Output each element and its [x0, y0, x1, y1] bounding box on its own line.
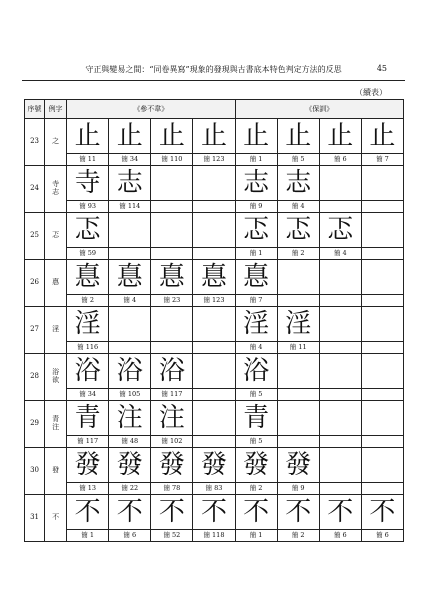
slip-number: 簡 83 — [193, 482, 234, 494]
glyph-cell-a — [67, 119, 109, 166]
glyph-cell-b — [277, 448, 319, 495]
glyph-cell-b — [319, 213, 361, 260]
row-example-char: 浴 欲 — [45, 354, 67, 401]
slip-number: 簡 7 — [236, 294, 277, 306]
slip-number — [193, 247, 234, 259]
slip-number — [193, 388, 234, 400]
glyph-image: 惪 — [158, 262, 185, 292]
glyph-cell-b — [277, 119, 319, 166]
header-group-b: 《保訓》 — [235, 100, 403, 119]
row-example-char: 寺 志 — [45, 166, 67, 213]
slip-number — [362, 247, 403, 259]
glyph-cell-a — [193, 213, 235, 260]
glyph-image: 志 — [116, 168, 143, 198]
glyph-cell-b — [319, 401, 361, 448]
slip-number: 簡 11 — [67, 153, 108, 165]
glyph-image: 淫 — [285, 309, 312, 339]
glyph-image: 止 — [327, 121, 354, 151]
glyph-cell-b — [277, 307, 319, 354]
slip-number: 簡 116 — [67, 341, 108, 353]
slip-number: 簡 34 — [67, 388, 108, 400]
glyph-cell-a — [67, 448, 109, 495]
slip-number — [278, 435, 319, 447]
slip-number: 簡 9 — [278, 482, 319, 494]
slip-number: 簡 7 — [362, 153, 403, 165]
slip-number — [193, 341, 234, 353]
row-example-char: 忑 — [45, 213, 67, 260]
glyph-image: 浴 — [74, 356, 101, 386]
glyph-cell-a — [109, 119, 151, 166]
slip-number: 簡 105 — [109, 388, 150, 400]
row-index: 25 — [25, 213, 45, 260]
glyph-cell-a — [67, 495, 109, 542]
slip-number: 簡 123 — [193, 153, 234, 165]
glyph-cell-b — [361, 166, 403, 213]
slip-number: 簡 9 — [236, 200, 277, 212]
glyph-image: 忑 — [243, 215, 270, 245]
table-row — [25, 119, 404, 166]
slip-number: 簡 22 — [109, 482, 150, 494]
slip-number: 簡 2 — [278, 247, 319, 259]
table-row — [25, 166, 404, 213]
glyph-cell-a — [109, 260, 151, 307]
table-row — [25, 495, 404, 542]
glyph-cell-a — [193, 448, 235, 495]
glyph-cell-a — [193, 119, 235, 166]
glyph-image: 浴 — [243, 356, 270, 386]
glyph-image: 發 — [158, 450, 185, 480]
table-row — [25, 401, 404, 448]
glyph-cell-a — [67, 213, 109, 260]
table-row — [25, 213, 404, 260]
glyph-cell-a — [193, 307, 235, 354]
glyph-cell-a — [67, 307, 109, 354]
glyph-image: 止 — [74, 121, 101, 151]
slip-number: 簡 118 — [193, 529, 234, 541]
glyph-cell-b — [277, 213, 319, 260]
slip-number: 簡 1 — [67, 529, 108, 541]
glyph-cell-b — [235, 307, 277, 354]
slip-number: 簡 2 — [67, 294, 108, 306]
glyph-cell-b — [319, 448, 361, 495]
glyph-image: 止 — [369, 121, 396, 151]
row-example-char: 不 — [45, 495, 67, 542]
slip-number: 簡 52 — [151, 529, 192, 541]
glyph-image: 惪 — [116, 262, 143, 292]
slip-number — [320, 388, 361, 400]
glyph-image: 惪 — [200, 262, 227, 292]
slip-number: 簡 4 — [278, 200, 319, 212]
slip-number: 簡 1 — [236, 247, 277, 259]
glyph-cell-a — [193, 495, 235, 542]
glyph-image: 發 — [116, 450, 143, 480]
glyph-cell-b — [361, 260, 403, 307]
glyph-cell-b — [319, 495, 361, 542]
glyph-image: 止 — [243, 121, 270, 151]
glyph-cell-b — [235, 354, 277, 401]
row-index: 31 — [25, 495, 45, 542]
slip-number: 簡 23 — [151, 294, 192, 306]
glyph-cell-a — [193, 166, 235, 213]
glyph-cell-b — [361, 448, 403, 495]
glyph-cell-a — [151, 401, 193, 448]
glyph-cell-b — [319, 307, 361, 354]
glyph-cell-a — [109, 448, 151, 495]
glyph-image: 不 — [116, 497, 143, 527]
glyph-image: 志 — [243, 168, 270, 198]
slip-number: 簡 5 — [278, 153, 319, 165]
glyph-image: 浴 — [116, 356, 143, 386]
glyph-image: 忑 — [285, 215, 312, 245]
slip-number: 簡 1 — [236, 529, 277, 541]
slip-number: 簡 48 — [109, 435, 150, 447]
glyph-image: 不 — [158, 497, 185, 527]
slip-number: 簡 5 — [236, 388, 277, 400]
slip-number: 簡 2 — [236, 482, 277, 494]
slip-number — [151, 247, 192, 259]
glyph-cell-b — [277, 354, 319, 401]
slip-number: 簡 6 — [362, 529, 403, 541]
glyph-cell-b — [361, 213, 403, 260]
glyph-image: 忑 — [74, 215, 101, 245]
glyph-image: 不 — [74, 497, 101, 527]
glyph-cell-b — [361, 307, 403, 354]
glyph-image: 發 — [243, 450, 270, 480]
slip-number: 簡 6 — [320, 529, 361, 541]
slip-number — [362, 482, 403, 494]
row-index: 23 — [25, 119, 45, 166]
glyph-cell-b — [235, 401, 277, 448]
glyph-cell-b — [235, 166, 277, 213]
row-index: 24 — [25, 166, 45, 213]
header-index: 序號 — [25, 100, 45, 119]
row-example-char: 之 — [45, 119, 67, 166]
glyph-cell-a — [193, 401, 235, 448]
glyph-cell-a — [193, 354, 235, 401]
row-index: 30 — [25, 448, 45, 495]
slip-number — [320, 200, 361, 212]
slip-number: 簡 93 — [67, 200, 108, 212]
glyph-cell-a — [67, 354, 109, 401]
slip-number — [320, 435, 361, 447]
glyph-image: 注 — [158, 403, 185, 433]
glyph-cell-a — [109, 166, 151, 213]
glyph-image: 青 — [243, 403, 270, 433]
slip-number: 簡 114 — [109, 200, 150, 212]
table-row — [25, 307, 404, 354]
glyph-cell-a — [109, 354, 151, 401]
glyph-image: 惪 — [243, 262, 270, 292]
glyph-cell-b — [277, 166, 319, 213]
glyph-image: 惪 — [74, 262, 101, 292]
row-index: 28 — [25, 354, 45, 401]
row-index: 27 — [25, 307, 45, 354]
glyph-cell-b — [277, 401, 319, 448]
glyph-image: 浴 — [158, 356, 185, 386]
glyph-cell-a — [151, 119, 193, 166]
glyph-image: 忑 — [327, 215, 354, 245]
glyph-cell-b — [361, 495, 403, 542]
glyph-cell-a — [151, 307, 193, 354]
glyph-cell-b — [319, 260, 361, 307]
glyph-cell-a — [109, 213, 151, 260]
slip-number: 簡 117 — [67, 435, 108, 447]
glyph-cell-b — [235, 448, 277, 495]
glyph-cell-b — [235, 119, 277, 166]
slip-number: 簡 6 — [109, 529, 150, 541]
row-index: 29 — [25, 401, 45, 448]
slip-number: 簡 2 — [278, 529, 319, 541]
glyph-image: 止 — [116, 121, 143, 151]
glyph-cell-a — [67, 260, 109, 307]
glyph-cell-a — [151, 354, 193, 401]
glyph-cell-b — [235, 260, 277, 307]
slip-number — [362, 200, 403, 212]
slip-number — [362, 435, 403, 447]
slip-number: 簡 4 — [320, 247, 361, 259]
slip-number — [151, 341, 192, 353]
row-example-char: 淫 — [45, 307, 67, 354]
table-row — [25, 354, 404, 401]
glyph-cell-b — [361, 401, 403, 448]
glyph-image: 不 — [200, 497, 227, 527]
row-index: 26 — [25, 260, 45, 307]
glyph-image: 注 — [116, 403, 143, 433]
glyph-image: 青 — [74, 403, 101, 433]
slip-number — [320, 341, 361, 353]
glyph-cell-a — [151, 448, 193, 495]
continued-label: （續表） — [355, 88, 387, 97]
header-example: 例字 — [45, 100, 67, 119]
slip-number: 簡 6 — [320, 153, 361, 165]
glyph-cell-a — [151, 495, 193, 542]
slip-number: 簡 4 — [236, 341, 277, 353]
glyph-cell-a — [151, 213, 193, 260]
slip-number — [320, 482, 361, 494]
slip-number — [320, 294, 361, 306]
slip-number — [278, 294, 319, 306]
glyph-cell-b — [319, 354, 361, 401]
slip-number: 簡 110 — [151, 153, 192, 165]
glyph-cell-a — [109, 401, 151, 448]
slip-number: 簡 13 — [67, 482, 108, 494]
running-title: 守正與變易之間：“同卷異寫”現象的發現與古書底本特色判定方法的反思 — [85, 65, 342, 74]
glyph-cell-a — [67, 166, 109, 213]
slip-number — [362, 388, 403, 400]
glyph-cell-a — [151, 166, 193, 213]
glyph-image: 淫 — [243, 309, 270, 339]
glyph-cell-b — [319, 166, 361, 213]
glyph-cell-a — [109, 307, 151, 354]
glyph-image: 不 — [369, 497, 396, 527]
slip-number — [109, 247, 150, 259]
glyph-image: 止 — [285, 121, 312, 151]
glyph-image: 止 — [200, 121, 227, 151]
row-example-char: 發 — [45, 448, 67, 495]
glyph-cell-b — [361, 119, 403, 166]
slip-number — [193, 200, 234, 212]
slip-number: 簡 102 — [151, 435, 192, 447]
slip-number — [362, 341, 403, 353]
slip-number: 簡 34 — [109, 153, 150, 165]
glyph-image: 不 — [327, 497, 354, 527]
row-example-char: 青 注 — [45, 401, 67, 448]
table-row — [25, 448, 404, 495]
slip-number — [109, 341, 150, 353]
slip-number: 簡 1 — [236, 153, 277, 165]
glyph-cell-a — [109, 495, 151, 542]
glyph-image: 發 — [74, 450, 101, 480]
header-rule — [22, 80, 405, 81]
glyph-cell-b — [235, 495, 277, 542]
glyph-image: 淫 — [74, 309, 101, 339]
slip-number: 簡 123 — [193, 294, 234, 306]
glyph-cell-b — [277, 495, 319, 542]
glyph-cell-a — [67, 401, 109, 448]
glyph-cell-b — [277, 260, 319, 307]
glyph-cell-b — [319, 119, 361, 166]
slip-number — [193, 435, 234, 447]
slip-number: 簡 117 — [151, 388, 192, 400]
glyph-comparison-table — [24, 99, 404, 542]
slip-number: 簡 78 — [151, 482, 192, 494]
slip-number — [362, 294, 403, 306]
slip-number — [278, 388, 319, 400]
glyph-cell-a — [151, 260, 193, 307]
glyph-cell-b — [361, 354, 403, 401]
glyph-image: 發 — [285, 450, 312, 480]
glyph-image: 志 — [285, 168, 312, 198]
slip-number: 簡 11 — [278, 341, 319, 353]
slip-number: 簡 5 — [236, 435, 277, 447]
glyph-image: 發 — [200, 450, 227, 480]
slip-number — [151, 200, 192, 212]
table-row — [25, 260, 404, 307]
glyph-image: 寺 — [74, 168, 101, 198]
row-example-char: 惪 — [45, 260, 67, 307]
header-group-a: 《參不韋》 — [67, 100, 235, 119]
page-number: 45 — [376, 64, 387, 73]
slip-number: 簡 59 — [67, 247, 108, 259]
glyph-image: 不 — [243, 497, 270, 527]
glyph-cell-b — [235, 213, 277, 260]
table-body — [25, 119, 404, 542]
glyph-image: 不 — [285, 497, 312, 527]
slip-number: 簡 4 — [109, 294, 150, 306]
glyph-image: 止 — [158, 121, 185, 151]
glyph-cell-a — [193, 260, 235, 307]
